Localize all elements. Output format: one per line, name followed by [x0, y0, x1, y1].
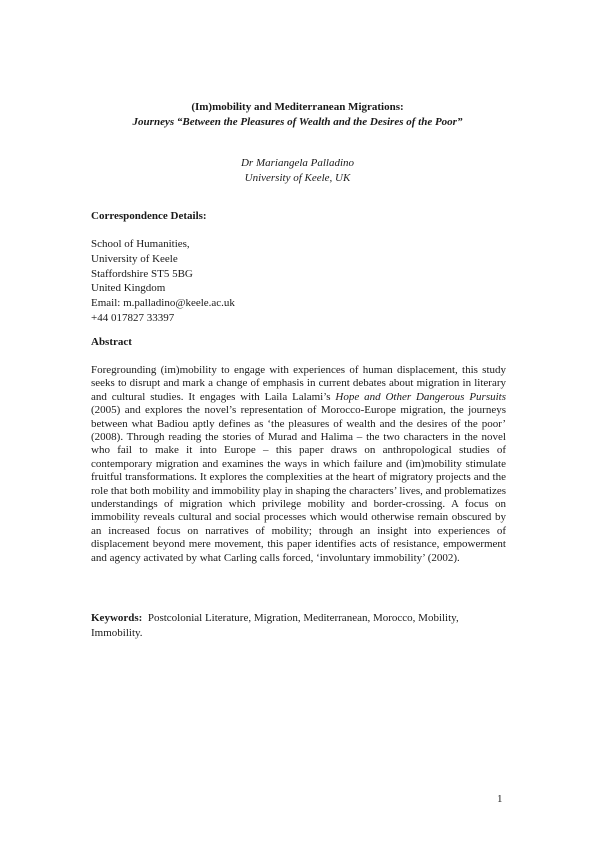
page-number: 1 [497, 793, 503, 805]
abstract-heading: Abstract [91, 336, 132, 348]
abstract-text-part-1: Foregrounding (im)mobility to engage with experiences of human displacement, this study seeks to disrupt and mark a change of emphasis in current debates about migration in literary and cultural studies. It engages with Laila Lalami’s [91, 364, 506, 403]
title-line-1: (Im)mobility and Mediterranean Migrations: [191, 101, 404, 113]
email-line: Email: m.palladino@keele.ac.uk [91, 297, 235, 310]
author-block [0, 156, 595, 186]
keywords-label: Keywords: [91, 612, 143, 624]
book-title: Hope and Other Dangerous Pursuits [335, 390, 506, 403]
correspondence-heading: Correspondence Details: [91, 210, 207, 222]
author-affiliation: University of Keele, UK [244, 172, 351, 184]
paper-title [0, 100, 595, 130]
abstract-body [91, 364, 506, 565]
address-line: School of Humanities, [91, 238, 190, 250]
address-line: Staffordshire ST5 5BG [91, 267, 193, 280]
title-line-2: Journeys “Between the Pleasures of Wealth and the Desires of the Poor” [132, 116, 463, 128]
address-line: University of Keele [91, 252, 178, 265]
author-name: Dr Mariangela Palladino [240, 157, 355, 169]
keywords [91, 611, 511, 640]
abstract-text-part-2: (2005) and explores the novel’s representation of Morocco-Europe migration, the journeys between what Badiou aptly defines as ‘the pleasures of wealth and the desires of the poor’ (2008). Through reading the stories of Murad and Halima – the two characters in the novel who fail to make it into Europe – this paper draws on anthropological studies of contemporary migration and examines the ways in which failure and (im)mobility stimulate fruitful transformations. It explores the complexities at the heart of migratory projects and the role that both mobility and immobility play in shaping the characters’ lives, and problematizes understandings of migration which privilege mobility and border-crossing. A focus on immobility reveals cultural and social processes which would otherwise remain obscured by an increased focus on narratives of mobility; through an insight into experiences of displacement beyond mere movement, this paper identifies acts of resistance, empowerment and agency activated by what Carling calls forced, ‘involuntary immobility’ (2002). [91, 404, 506, 564]
address-line: United Kingdom [91, 282, 166, 295]
address-block [91, 237, 235, 326]
phone-line: +44 017827 33397 [91, 311, 175, 324]
keywords-text: Postcolonial Literature, Migration, Mediterranean, Morocco, Mobility, Immobility. [91, 612, 459, 639]
